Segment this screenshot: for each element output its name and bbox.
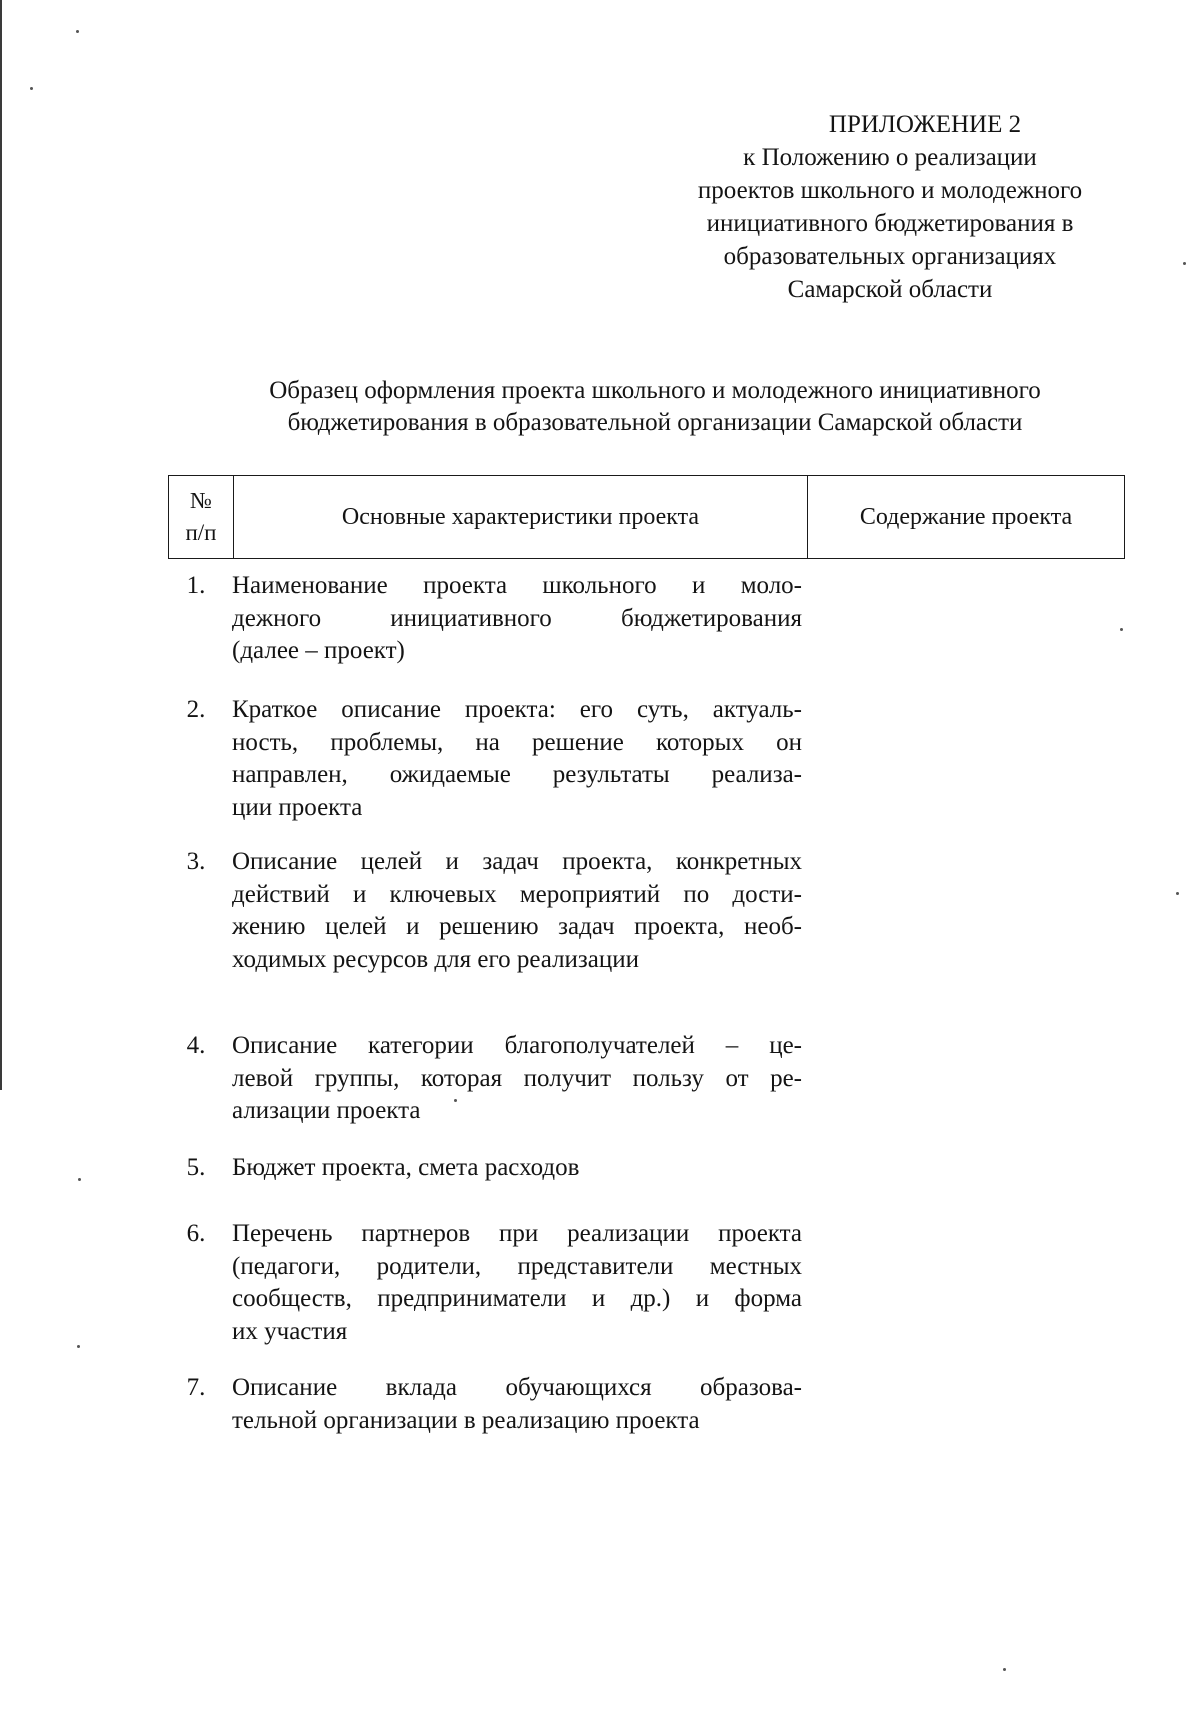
scan-speck bbox=[77, 1345, 80, 1348]
header-characteristics-label: Основные характеристики проекта bbox=[341, 503, 700, 530]
header-number-abbrev: п/п bbox=[185, 520, 217, 545]
appendix-title: ПРИЛОЖЕНИЕ 2 bbox=[828, 111, 1022, 138]
row-text bbox=[232, 694, 802, 824]
table-row bbox=[168, 1218, 808, 1348]
row-text bbox=[232, 1152, 802, 1185]
row-text-line: действий и ключевых мероприятий по дости- bbox=[232, 880, 802, 908]
row-number: 5. bbox=[186, 1154, 206, 1181]
table-row bbox=[168, 846, 808, 976]
row-text-line: направлен, ожидаемые результаты реализа- bbox=[232, 761, 802, 788]
row-text-line: ализации проекта bbox=[232, 1097, 421, 1124]
table-row bbox=[168, 1372, 808, 1437]
row-text-line: Наименование проекта школьного и моло- bbox=[232, 572, 802, 599]
table-row bbox=[168, 1030, 808, 1128]
row-text-line: сообществ, предприниматели и др.) и форма bbox=[232, 1285, 802, 1312]
document-title bbox=[190, 375, 1120, 439]
scan-speck bbox=[1120, 628, 1123, 631]
row-text bbox=[232, 1372, 802, 1437]
scan-speck bbox=[78, 1178, 81, 1181]
row-text bbox=[232, 570, 802, 668]
row-text bbox=[232, 846, 802, 976]
table-row bbox=[168, 694, 808, 824]
row-text-line: левой группы, которая получит пользу от ре- bbox=[232, 1064, 802, 1092]
appendix-line: Самарской области bbox=[787, 276, 993, 303]
row-text-line: ходимых ресурсов для его реализации bbox=[232, 945, 640, 973]
document-title-line: бюджетирования в образовательной организации Самарской области bbox=[287, 409, 1023, 436]
row-number: 3. bbox=[186, 848, 206, 875]
row-text-line: (педагоги, родители, представители местных bbox=[232, 1252, 802, 1280]
row-text-line: дежного инициативного бюджетирования bbox=[232, 604, 802, 632]
scan-speck bbox=[1176, 892, 1179, 895]
row-text bbox=[232, 1218, 802, 1348]
appendix-line: образовательных организациях bbox=[723, 243, 1057, 270]
row-text-line: их участия bbox=[232, 1317, 348, 1345]
row-number: 2. bbox=[186, 696, 206, 723]
row-text-line: жению целей и решению задач проекта, необ- bbox=[232, 913, 802, 940]
scan-edge-line bbox=[0, 0, 2, 1090]
row-text-line: Краткое описание проекта: его суть, актуаль- bbox=[232, 696, 802, 723]
header-number-symbol: № bbox=[190, 488, 212, 513]
scan-speck bbox=[30, 87, 33, 90]
row-number: 6. bbox=[186, 1220, 206, 1247]
scan-speck bbox=[76, 30, 79, 33]
scan-speck bbox=[1183, 262, 1186, 265]
header-content-cell bbox=[808, 476, 1124, 558]
row-text bbox=[232, 1030, 802, 1128]
appendix-line: проектов школьного и молодежного bbox=[697, 177, 1083, 204]
appendix-line: инициативного бюджетирования в bbox=[706, 210, 1074, 237]
row-text-line: Описание вклада обучающихся образова- bbox=[232, 1374, 802, 1401]
appendix-line: к Положению о реализации bbox=[743, 144, 1037, 171]
table-row bbox=[168, 570, 808, 668]
row-number: 4. bbox=[186, 1032, 206, 1059]
row-text-line: тельной организации в реализацию проекта bbox=[232, 1406, 700, 1434]
row-text-line: ции проекта bbox=[232, 793, 363, 821]
header-content-label: Содержание проекта bbox=[859, 503, 1073, 530]
table-header bbox=[168, 475, 1125, 559]
table-row bbox=[168, 1152, 808, 1185]
header-number-cell bbox=[169, 476, 234, 558]
scan-speck bbox=[1003, 1668, 1006, 1671]
scan-speck bbox=[454, 1099, 457, 1102]
header-characteristics-cell bbox=[234, 476, 808, 558]
row-text-line: Бюджет проекта, смета расходов bbox=[232, 1154, 580, 1181]
row-number: 1. bbox=[186, 572, 206, 599]
row-text-line: Описание категории благополучателей – це- bbox=[232, 1032, 802, 1059]
row-number: 7. bbox=[186, 1374, 206, 1401]
row-text-line: ность, проблемы, на решение которых он bbox=[232, 728, 802, 756]
row-text-line: (далее – проект) bbox=[232, 637, 405, 664]
row-text-line: Описание целей и задач проекта, конкретных bbox=[232, 848, 802, 875]
document-title-line: Образец оформления проекта школьного и молодежного инициативного bbox=[269, 377, 1041, 404]
row-text-line: Перечень партнеров при реализации проекта bbox=[232, 1220, 802, 1247]
appendix-header bbox=[640, 108, 1140, 306]
